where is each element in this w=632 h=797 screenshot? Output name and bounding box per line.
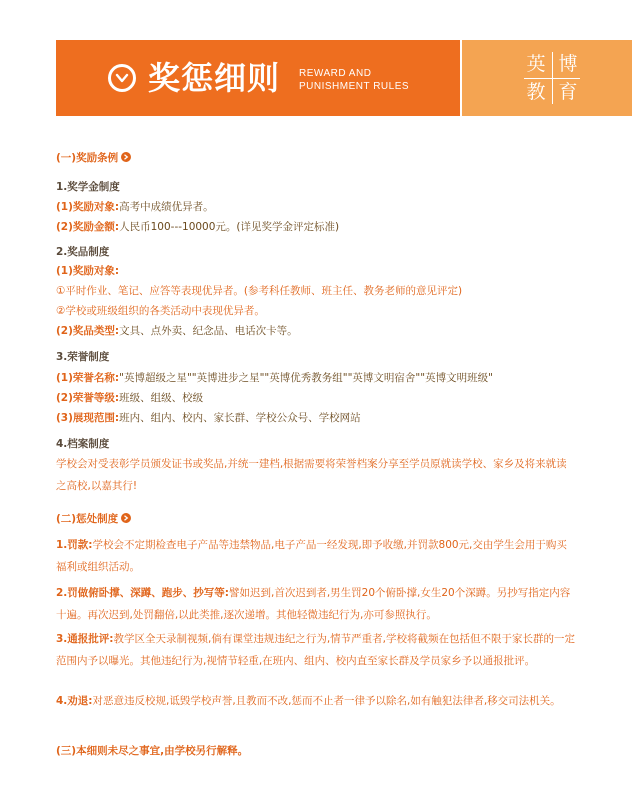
page-title: 奖惩细则 (148, 59, 281, 97)
expel-text: 对恶意违反校规,诋毁学校声誉,且教而不改,惩而不止者一律予以除名,如有触犯法律者,移交司法机关。 (92, 695, 561, 707)
prize-item-2: ②学校或班级组织的各类活动中表现优异者。 (56, 305, 265, 317)
punishments-heading (56, 511, 131, 527)
school-logo (524, 52, 580, 104)
punishments-heading-text: (二)惩处制度 (56, 513, 119, 525)
arrow-right-icon (121, 152, 131, 162)
scholarship-amount-text: 人民币100---10000元。(详见奖学金评定标准) (119, 221, 340, 233)
honor-title: 3.荣誉制度 (56, 351, 110, 363)
fine-label: 1.罚款: (56, 539, 93, 551)
expel-label: 4.劝退: (56, 695, 93, 707)
notice-label: 3.通报批评: (56, 633, 114, 645)
scholarship-amount (56, 219, 339, 235)
exercise-label: 2.罚做俯卧撑、深蹲、跑步、抄写等: (56, 587, 229, 599)
honor-level-text: 班级、组级、校级 (119, 392, 204, 404)
honor-name-text: "英博超级之星""英博进步之星""英博优秀教务组""英博文明宿舍""英博文明班级" (119, 372, 493, 384)
exercise-text: 譬如迟到,首次迟到者,男生罚20个俯卧撑,女生20个深蹲。另抄写指定内容十遍。再次迟到,处罚翻倍,以此类推,逐次递增。其他轻微违纪行为,亦可参照执行。 (56, 587, 571, 621)
archive-text: 学校会对受表彰学员颁发证书或奖品,并统一建档,根据需要将荣誉档案分享至学员原就读学校、家乡及将来就读之高校,以嘉其行! (56, 458, 567, 492)
prize-item-1: ①平时作业、笔记、应答等表现优异者。(参考科任教师、班主任、教务老师的意见评定) (56, 285, 463, 297)
chevron-down-icon (108, 64, 136, 92)
arrow-right-icon (121, 513, 131, 523)
honor-scope (56, 410, 361, 426)
rewards-heading (56, 150, 131, 166)
honor-scope-text: 班内、组内、校内、家长群、学校公众号、学校网站 (119, 412, 361, 424)
closing-note: (三)本细则未尽之事宜,由学校另行解释。 (56, 745, 249, 757)
logo-char-1: 英 (526, 53, 546, 75)
archive-title: 4.档案制度 (56, 438, 110, 450)
logo-char-2: 博 (558, 53, 578, 75)
scholarship-title: 1.奖学金制度 (56, 181, 120, 193)
rewards-heading-text: (一)奖励条例 (56, 152, 119, 164)
logo-char-3: 教 (526, 81, 546, 103)
scholarship-amount-label: (2)奖励金额: (56, 221, 120, 233)
honor-name (56, 370, 493, 386)
prize-type (56, 323, 298, 339)
header-banner (0, 40, 632, 116)
logo-divider-h (524, 78, 580, 79)
prize-type-label: (2)奖品类型: (56, 325, 120, 337)
scholarship-object-label: (1)奖励对象: (56, 201, 120, 213)
expel-rule (56, 690, 576, 712)
notice-text: 教学区全天录制视频,倘有课堂违规违纪之行为,情节严重者,学校将截频在包括但不限于家长群的一定范围内予以曝光。其他违纪行为,视情节轻重,在班内、组内、校内直至家长群及学员家乡予以通报批评。 (56, 633, 576, 667)
page-subtitle-en (299, 67, 409, 93)
scholarship-object-text: 高考中成绩优异者。 (119, 201, 214, 213)
prize-title: 2.奖品制度 (56, 246, 110, 258)
honor-level (56, 390, 203, 406)
prize-type-text: 文具、点外卖、纪念品、电话次卡等。 (119, 325, 298, 337)
scholarship-object (56, 199, 214, 215)
subtitle-line-1: REWARD AND (299, 68, 372, 79)
fine-rule (56, 534, 576, 578)
notice-rule (56, 628, 576, 672)
fine-text: 学校会不定期检查电子产品等违禁物品,电子产品一经发现,即予收缴,并罚款800元,交由学生会用于购买福利或组织活动。 (56, 539, 567, 573)
prize-object-label: (1)奖励对象: (56, 265, 120, 277)
subtitle-line-2: PUNISHMENT RULES (299, 81, 410, 92)
logo-char-4: 育 (558, 81, 578, 103)
honor-scope-label: (3)展现范围: (56, 412, 120, 424)
honor-name-label: (1)荣誉名称: (56, 372, 120, 384)
exercise-rule (56, 582, 576, 626)
honor-level-label: (2)荣誉等级: (56, 392, 120, 404)
